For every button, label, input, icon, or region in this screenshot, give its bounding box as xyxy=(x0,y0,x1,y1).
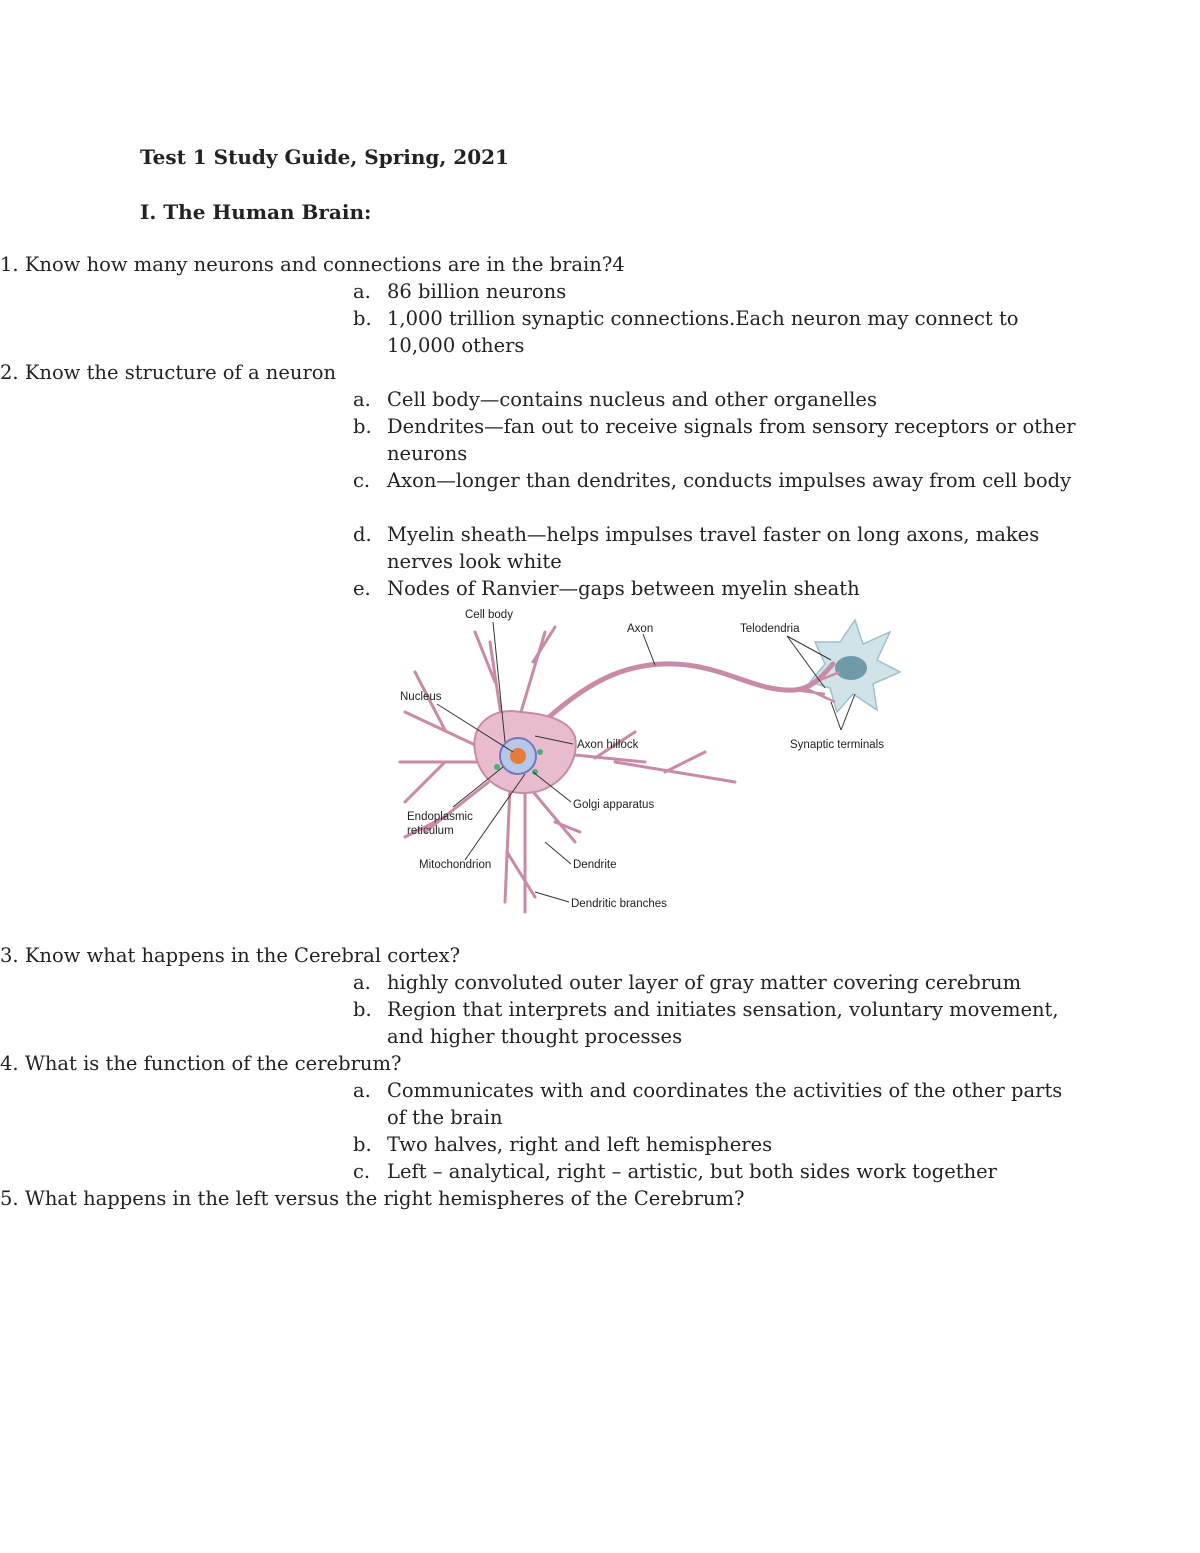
answer-text: Myelin sheath—helps impulses travel faster on long axons, makes nerves look white xyxy=(387,523,1040,573)
question-item xyxy=(0,251,1200,359)
answer-item xyxy=(0,575,1200,602)
answer-text: Two halves, right and left hemispheres xyxy=(387,1133,773,1156)
answer-text: Left – analytical, right – artistic, but both sides work together xyxy=(387,1160,997,1183)
answer-letter: b. xyxy=(353,998,372,1021)
question-number: 1. xyxy=(0,253,19,276)
label-synaptic-terminals: Synaptic terminals xyxy=(790,739,884,751)
answer-letter: a. xyxy=(353,971,371,994)
answer-letter: b. xyxy=(353,307,372,330)
answer-list xyxy=(0,1077,1200,1185)
answer-item xyxy=(0,996,1200,1050)
question-number: 5. xyxy=(0,1187,19,1210)
answer-text: 86 billion neurons xyxy=(387,280,567,303)
label-mitochondrion: Mitochondrion xyxy=(419,859,492,871)
answer-text: highly convoluted outer layer of gray matter covering cerebrum xyxy=(387,971,1022,994)
answer-text: Region that interprets and initiates sensation, voluntary movement, and higher thought processes xyxy=(387,998,1059,1048)
label-golgi: Golgi apparatus xyxy=(573,799,655,811)
label-er-2: reticulum xyxy=(407,825,454,837)
answer-letter: d. xyxy=(353,523,372,546)
answer-item xyxy=(0,521,1200,575)
answer-item xyxy=(0,413,1200,467)
question-text: Know how many neurons and connections are in the brain?4 xyxy=(24,253,625,276)
answer-letter: e. xyxy=(353,577,371,600)
section-heading: I. The Human Brain: xyxy=(140,200,372,224)
answer-letter: b. xyxy=(353,415,372,438)
blank-line xyxy=(0,494,1200,521)
label-telodendria: Telodendria xyxy=(740,623,800,635)
question-item xyxy=(0,359,1200,942)
answer-list xyxy=(0,386,1200,602)
axon-shape xyxy=(535,664,833,730)
answer-text: Communicates with and coordinates the activities of the other parts of the brain xyxy=(387,1079,1063,1129)
question-item xyxy=(0,1185,1200,1212)
answer-letter: b. xyxy=(353,1133,372,1156)
answer-list xyxy=(0,969,1200,1050)
answer-item xyxy=(0,1077,1200,1131)
answer-item xyxy=(0,1158,1200,1185)
question-number: 3. xyxy=(0,944,19,967)
answer-item xyxy=(0,305,1200,359)
answer-text: 1,000 trillion synaptic connections.Each neuron may connect to 10,000 others xyxy=(387,307,1019,357)
question-text: What is the function of the cerebrum? xyxy=(24,1052,402,1075)
answer-letter: c. xyxy=(353,469,371,492)
answer-item xyxy=(0,1131,1200,1158)
answer-text: Axon—longer than dendrites, conducts impulses away from cell body xyxy=(387,469,1072,492)
answer-letter: a. xyxy=(353,280,371,303)
target-nucleus xyxy=(835,656,867,680)
answer-item xyxy=(0,386,1200,413)
label-nucleus: Nucleus xyxy=(400,691,442,703)
question-number: 4. xyxy=(0,1052,19,1075)
label-cell-body: Cell body xyxy=(465,609,513,621)
label-axon-hillock: Axon hillock xyxy=(577,739,639,751)
neuron-diagram xyxy=(0,602,1200,942)
question-item xyxy=(0,1050,1200,1185)
answer-list xyxy=(0,278,1200,359)
answer-letter: a. xyxy=(353,1079,371,1102)
question-item xyxy=(0,942,1200,1050)
answer-text: Nodes of Ranvier—gaps between myelin sheath xyxy=(387,577,860,600)
answer-text: Cell body—contains nucleus and other organelles xyxy=(387,388,877,411)
label-er: Endoplasmic xyxy=(407,811,473,823)
answer-item xyxy=(0,467,1200,494)
label-dendritic-branches: Dendritic branches xyxy=(571,898,667,910)
answer-letter: c. xyxy=(353,1160,371,1183)
question-text: Know what happens in the Cerebral cortex? xyxy=(24,944,461,967)
question-text: What happens in the left versus the right hemispheres of the Cerebrum? xyxy=(24,1187,745,1210)
answer-letter: a. xyxy=(353,388,371,411)
question-number: 2. xyxy=(0,361,19,384)
answer-text: Dendrites—fan out to receive signals from sensory receptors or other neurons xyxy=(387,415,1076,465)
answer-item xyxy=(0,278,1200,305)
label-axon: Axon xyxy=(627,623,654,635)
answer-item xyxy=(0,969,1200,996)
question-list xyxy=(0,251,1200,1212)
neuron-illustration xyxy=(385,602,945,932)
label-dendrite: Dendrite xyxy=(573,859,617,871)
document-title: Test 1 Study Guide, Spring, 2021 xyxy=(140,145,509,169)
question-text: Know the structure of a neuron xyxy=(24,361,337,384)
